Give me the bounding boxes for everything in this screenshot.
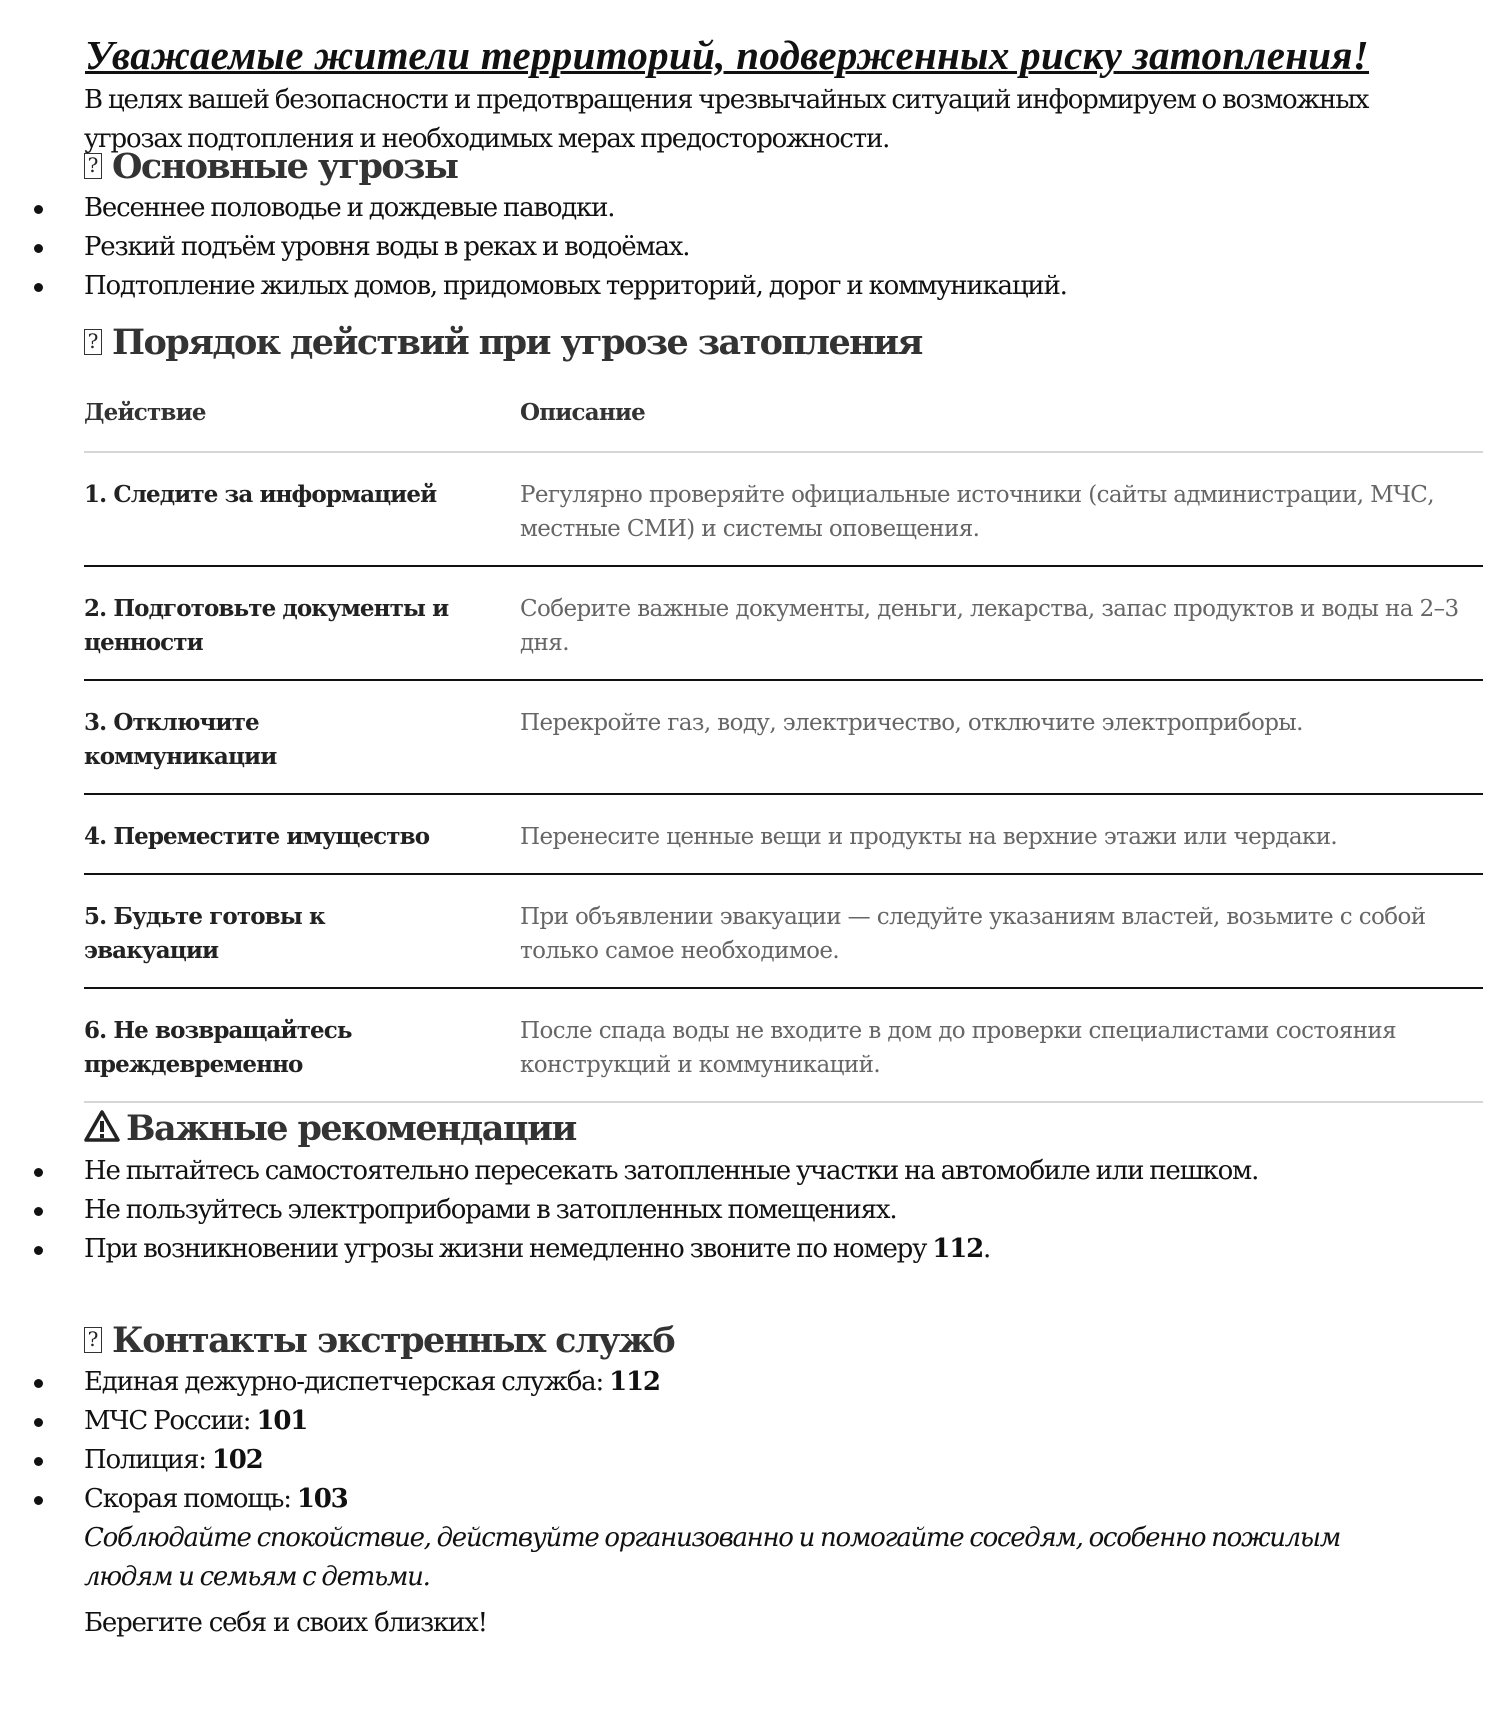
bullet-icon [34, 205, 43, 214]
contact-number: 101 [256, 1406, 308, 1436]
table-row [84, 989, 1483, 1103]
list-item-text: При возникновении угрозы жизни немедленно звоните по номеру [84, 1234, 933, 1264]
contact-item [0, 1402, 1420, 1441]
bullet-icon [34, 1379, 43, 1388]
contact-item [0, 1363, 1420, 1402]
contact-number: 112 [609, 1367, 660, 1397]
actions-heading-text: Порядок действий при угрозе затопления [112, 322, 922, 363]
action-cell: 6. Не возвращайтесь преждевременно [84, 1017, 352, 1078]
description-cell: При объявлении эвакуации — следуйте указаниям властей, возьмите с собой только самое необходимое. [520, 904, 1426, 964]
threats-heading [84, 145, 457, 189]
bullet-icon [34, 244, 43, 253]
threats-heading-text: Основные угрозы [112, 146, 458, 187]
list-item-text: Весеннее половодье и дождевые паводки. [84, 193, 615, 223]
list-item-text: Резкий подъём уровня воды в реках и водоёмах. [84, 232, 690, 262]
table-row [84, 567, 1483, 681]
action-cell: 5. Будьте готовы к эвакуации [84, 903, 325, 964]
emergency-number: 112 [932, 1234, 983, 1264]
bullet-icon [34, 1418, 43, 1427]
action-cell: 1. Следите за информацией [84, 481, 437, 508]
table-row [84, 681, 1483, 795]
bullet-icon [34, 283, 43, 292]
contacts-heading-text: Контакты экстренных служб [112, 1320, 675, 1361]
list-item [0, 267, 1420, 306]
list-item-text: Не пытайтесь самостоятельно пересекать затопленные участки на автомобиле или пешком. [84, 1156, 1259, 1186]
table-header [84, 389, 1483, 453]
contact-item [0, 1441, 1420, 1480]
recommendations-heading-text: Важные рекомендации [126, 1108, 576, 1149]
document-title: Уважаемые жители территорий, подверженных риску затопления! [85, 32, 1370, 78]
bullet-icon [34, 1246, 43, 1255]
contact-label: Скорая помощь: [84, 1484, 297, 1514]
closing-note: Соблюдайте спокойствие, действуйте организованно и помогайте соседям, особенно пожилым людям и семьям с детьми. [84, 1523, 1341, 1592]
contact-label: МЧС России: [84, 1406, 257, 1436]
list-item-text: Подтопление жилых домов, придомовых территорий, дорог и коммуникаций. [84, 271, 1067, 301]
actions-table [84, 389, 1483, 1103]
contacts-list [0, 1363, 1420, 1519]
list-item [0, 189, 1420, 228]
intro-paragraph: В целях вашей безопасности и предотвращения чрезвычайных ситуаций информируем о возможных угрозах подтопления и необходимых мерах предосторожности. [84, 85, 1369, 154]
description-cell: Регулярно проверяйте официальные источники (сайты администрации, МЧС, местные СМИ) и системы оповещения. [520, 482, 1434, 542]
contact-label: Единая дежурно-диспетчерская служба: [84, 1367, 610, 1397]
bullet-icon [34, 1207, 43, 1216]
column-header-action: Действие [84, 399, 206, 426]
description-cell: После спада воды не входите в дом до проверки специалистами состояния конструкций и коммуникаций. [520, 1018, 1397, 1078]
recommendations-heading [84, 1107, 576, 1153]
contact-item [0, 1480, 1420, 1519]
recommendations-list [0, 1152, 1420, 1269]
contact-label: Полиция: [84, 1445, 212, 1475]
actions-heading [84, 321, 922, 365]
list-item [0, 1152, 1324, 1191]
bullet-icon [34, 1168, 43, 1177]
missing-glyph-icon: ? [84, 153, 102, 179]
missing-glyph-icon: ? [84, 1327, 102, 1353]
column-header-description: Описание [520, 399, 645, 426]
table-row [84, 875, 1483, 989]
farewell-text: Берегите себя и своих близких! [84, 1608, 487, 1638]
list-item [0, 1230, 1420, 1269]
table-row [84, 795, 1483, 875]
threats-list [0, 189, 1420, 306]
warning-icon [84, 1109, 120, 1153]
bullet-icon [34, 1496, 43, 1505]
list-item-tail: . [982, 1234, 991, 1264]
bullet-icon [34, 1457, 43, 1466]
list-item [0, 228, 1420, 267]
description-cell: Перенесите ценные вещи и продукты на верхние этажи или чердаки. [520, 824, 1338, 850]
description-cell: Соберите важные документы, деньги, лекарства, запас продуктов и воды на 2–3 дня. [520, 596, 1459, 656]
contacts-heading [84, 1319, 674, 1363]
action-cell: 3. Отключите коммуникации [84, 709, 277, 770]
contact-number: 102 [211, 1445, 263, 1475]
missing-glyph-icon: ? [84, 329, 102, 355]
description-cell: Перекройте газ, воду, электричество, отключите электроприборы. [520, 710, 1303, 736]
list-item [0, 1191, 1420, 1230]
list-item-text: Не пользуйтесь электроприборами в затопленных помещениях. [84, 1195, 897, 1225]
action-cell: 4. Переместите имущество [84, 823, 430, 850]
action-cell: 2. Подготовьте документы и ценности [84, 595, 449, 656]
table-row [84, 453, 1483, 567]
contact-number: 103 [296, 1484, 348, 1514]
